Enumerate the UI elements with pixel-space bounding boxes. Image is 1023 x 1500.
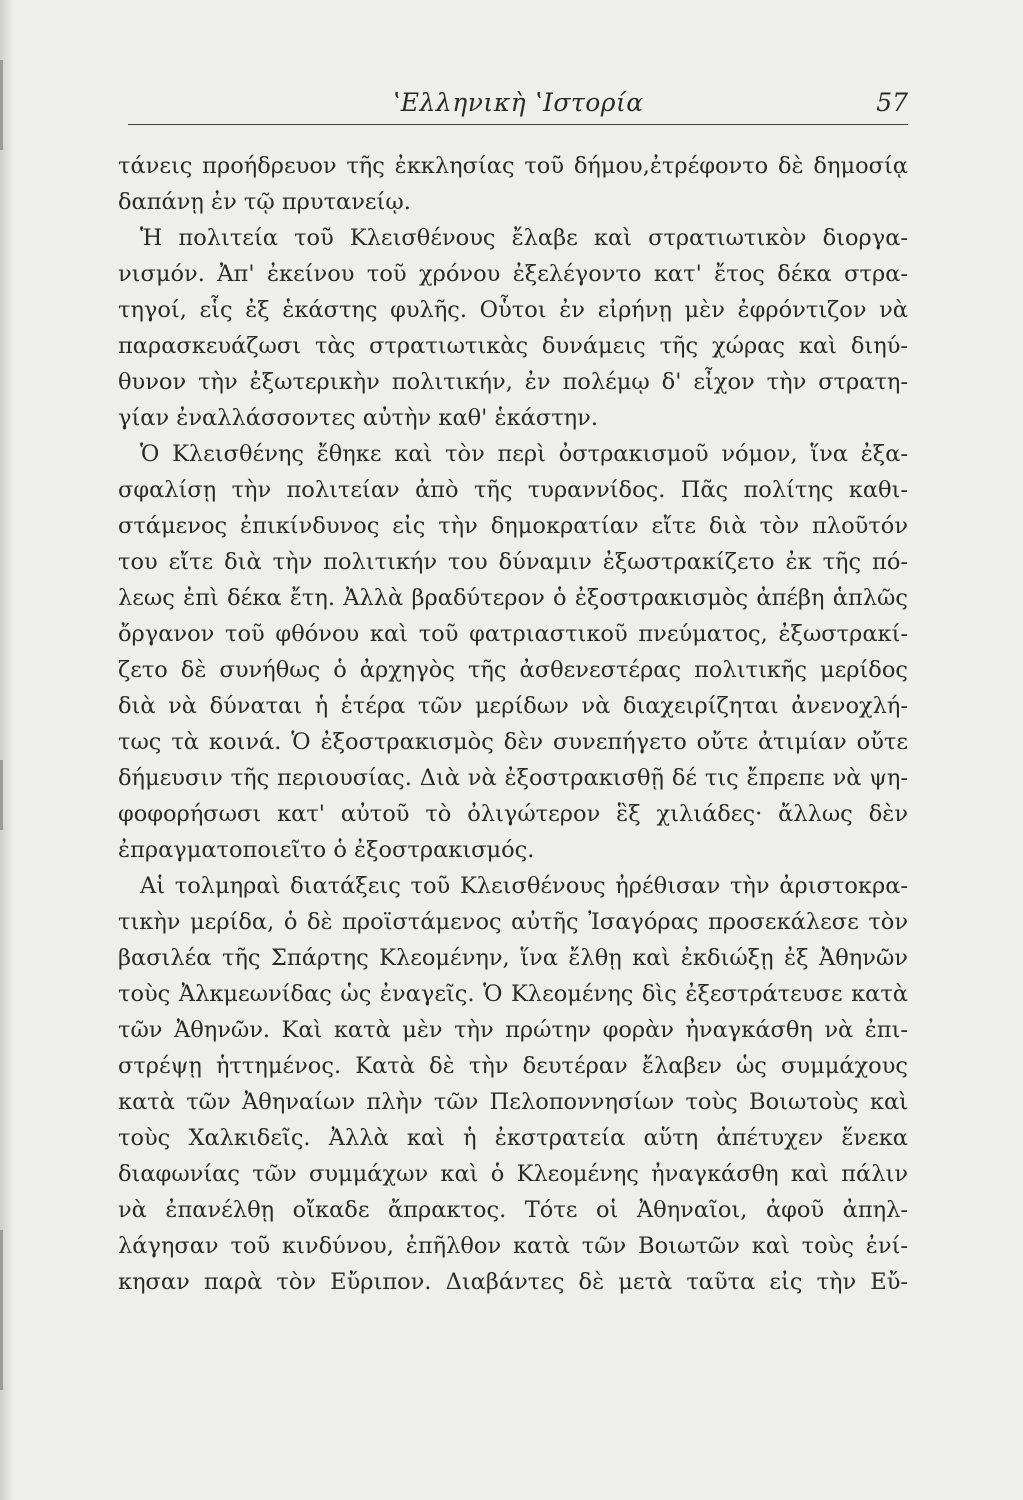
text-line: τοὺς Χαλκιδεῖς. Ἀλλὰ καὶ ἡ ἐκστρατεία αὕτη ἀπέτυχεν ἕνεκα xyxy=(118,1125,908,1151)
body-text xyxy=(118,148,908,1300)
text-line: παρασκευάζωσι τὰς στρατιωτικὰς δυνάμεις τῆς χώρας καὶ διηύ- xyxy=(118,333,908,359)
page-edge-mark xyxy=(0,60,3,150)
header-rule xyxy=(128,124,908,125)
running-title: ʽΕλληνικὴ ʽΙστορία xyxy=(392,88,644,117)
text-line: ἐπραγματοποιεῖτο ὁ ἐξοστρακισμός. xyxy=(118,837,535,863)
text-line: κατὰ τῶν Ἀθηναίων πλὴν τῶν Πελοποννησίων τοὺς Βοιωτοὺς καὶ xyxy=(118,1089,908,1115)
text-line: δήμευσιν τῆς περιουσίας. Διὰ νὰ ἐξοστρακισθῇ δέ τις ἔπρεπε νὰ ψη- xyxy=(118,765,908,791)
text-line: δαπάνῃ ἐν τῷ πρυτανείῳ. xyxy=(118,189,411,215)
text-line: του εἴτε διὰ τὴν πολιτικήν του δύναμιν ἐξωστρακίζετο ἐκ τῆς πό- xyxy=(118,549,908,575)
page-edge-mark xyxy=(0,1230,3,1390)
running-header xyxy=(128,84,908,124)
text-line: τως τὰ κοινά. Ὁ ἐξοστρακισμὸς δὲν συνεπήγετο οὔτε ἀτιμίαν οὔτε xyxy=(118,729,908,755)
text-line: νὰ ἐπανέλθῃ οἴκαδε ἄπρακτος. Τότε οἱ Ἀθηναῖοι, ἀφοῦ ἀπηλ- xyxy=(118,1197,908,1223)
page-edge-mark xyxy=(0,760,3,830)
text-line: βασιλέα τῆς Σπάρτης Κλεομένην, ἵνα ἔλθῃ καὶ ἐκδιώξῃ ἐξ Ἀθηνῶν xyxy=(118,945,908,971)
text-line: τικὴν μερίδα, ὁ δὲ προϊστάμενος αὐτῆς Ἰσαγόρας προσεκάλεσε τὸν xyxy=(118,909,908,935)
text-line: σφαλίσῃ τὴν πολιτείαν ἀπὸ τῆς τυραννίδος. Πᾶς πολίτης καθι- xyxy=(118,477,908,503)
text-line: τῶν Ἀθηνῶν. Καὶ κατὰ μὲν τὴν πρώτην φορὰν ἠναγκάσθη νὰ ἐπι- xyxy=(118,1017,908,1043)
text-line: τοὺς Ἀλκμεωνίδας ὡς ἐναγεῖς. Ὁ Κλεομένης δὶς ἐξεστράτευσε κατὰ xyxy=(118,981,908,1007)
text-line: Αἱ τολμηραὶ διατάξεις τοῦ Κλεισθένους ἠρέθισαν τὴν ἀριστοκρα- xyxy=(140,873,908,899)
text-line: Ἡ πολιτεία τοῦ Κλεισθένους ἔλαβε καὶ στρατιωτικὸν διοργα- xyxy=(140,225,908,251)
text-line: ὄργανον τοῦ φθόνου καὶ τοῦ φατριαστικοῦ πνεύματος, ἐξωστρακί- xyxy=(118,621,908,647)
text-line: τηγοί, εἷς ἐξ ἑκάστης φυλῆς. Οὗτοι ἐν εἰρήνῃ μὲν ἐφρόντιζον νὰ xyxy=(118,297,908,323)
text-line: διαφωνίας τῶν συμμάχων καὶ ὁ Κλεομένης ἠναγκάσθη καὶ πάλιν xyxy=(118,1161,908,1187)
text-line: θυνον τὴν ἐξωτερικὴν πολιτικήν, ἐν πολέμῳ δ' εἶχον τὴν στρατη- xyxy=(118,369,908,395)
text-line: γίαν ἐναλλάσσοντες αὐτὴν καθ' ἑκάστην. xyxy=(118,405,598,431)
text-line: φοφορήσωσι κατ' αὐτοῦ τὸ ὀλιγώτερον ἓξ χιλιάδες· ἄλλως δὲν xyxy=(118,801,908,827)
text-line: νισμόν. Ἀπ' ἐκείνου τοῦ χρόνου ἐξελέγοντο κατ' ἔτος δέκα στρα- xyxy=(118,261,908,287)
text-line: στρέψῃ ἡττημένος. Κατὰ δὲ τὴν δευτέραν ἔλαβεν ὡς συμμάχους xyxy=(118,1053,908,1079)
text-line: διὰ νὰ δύναται ἡ ἑτέρα τῶν μερίδων νὰ διαχειρίζηται ἀνενοχλή- xyxy=(118,693,908,719)
text-line: λεως ἐπὶ δέκα ἔτη. Ἀλλὰ βραδύτερον ὁ ἐξοστρακισμὸς ἀπέβη ἁπλῶς xyxy=(118,585,908,611)
text-line: λάγησαν τοῦ κινδύνου, ἐπῆλθον κατὰ τῶν Βοιωτῶν καὶ τοὺς ἐνί- xyxy=(118,1233,908,1259)
text-line: ζετο δὲ συνήθως ὁ ἀρχηγὸς τῆς ἀσθενεστέρας πολιτικῆς μερίδος xyxy=(118,657,908,683)
text-line: τάνεις προήδρευον τῆς ἐκκλησίας τοῦ δήμου,ἐτρέφοντο δὲ δημοσίᾳ xyxy=(118,153,908,179)
text-line: στάμενος ἐπικίνδυνος εἰς τὴν δημοκρατίαν εἴτε διὰ τὸν πλοῦτόν xyxy=(118,513,908,539)
page-number: 57 xyxy=(876,88,908,117)
text-line: κησαν παρὰ τὸν Εὔριπον. Διαβάντες δὲ μετὰ ταῦτα εἰς τὴν Εὔ- xyxy=(118,1269,908,1295)
text-line: Ὁ Κλεισθένης ἔθηκε καὶ τὸν περὶ ὀστρακισμοῦ νόμον, ἵνα ἐξα- xyxy=(140,441,908,467)
